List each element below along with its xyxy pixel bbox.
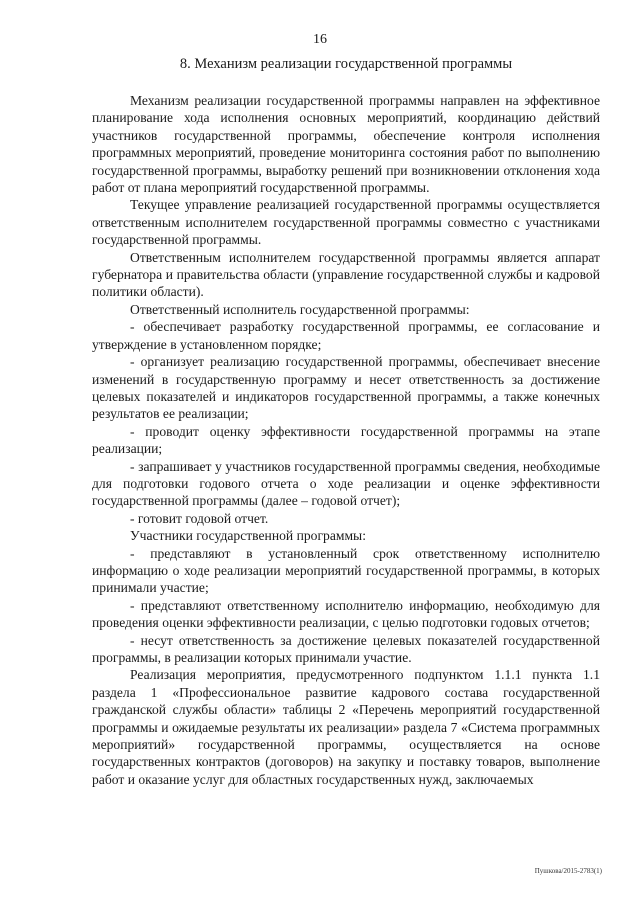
list-item: - представляют ответственному исполнителю информацию, необходимую для проведения оценки эффективности реализации, с целью подготовки годовых отчетов; — [92, 597, 600, 631]
list-item: - несут ответственность за достижение целевых показателей государственной программы, в реализации которых принимали участие. — [92, 632, 600, 665]
page-number: 16 — [313, 32, 327, 47]
list-item: - готовит годовой отчет. — [130, 510, 269, 526]
paragraph: Участники государственной программы: — [130, 528, 366, 544]
paragraph: Механизм реализации государственной программы направлен на эффективное планирование хода исполнения основных мероприятий, координацию действий участников государственной программы, обеспечение контроля исполнения программных мероприятий, проведение мониторинга состояния работ по выполнению государственной программы, выработку решений при возникновении отклонения хода работ от плана мероприятий государственной программы. — [92, 93, 600, 196]
list-item: - проводит оценку эффективности государственной программы на этапе реализации; — [92, 423, 600, 457]
document-body — [92, 92, 600, 788]
paragraph: Реализация мероприятия, предусмотренного подпунктом 1.1.1 пункта 1.1 раздела 1 «Профессиональное развитие кадрового состава государственной гражданской службы области» таблицы 2 «Перечень мероприятий государственной программы и ожидаемые результаты их реализации» раздела 7 «Система программных мероприятий» государственной программы, осуществляется на основе государственных контрактов (договоров) на закупку и поставку товаров, выполнение работ и оказание услуг для областных государственных нужд, заключаемых — [92, 667, 600, 787]
list-item: - представляют в установленный срок ответственному исполнителю информацию о ходе реализации мероприятий государственной программы, в которых принимали участие; — [92, 545, 600, 596]
section-heading: 8. Механизм реализации государственной программы — [179, 56, 513, 72]
paragraph: Ответственный исполнитель государственной программы: — [130, 301, 470, 317]
list-item: - запрашивает у участников государственной программы сведения, необходимые для подготовки годового отчета о ходе реализации и оценке эффективности государственной программы (далее – годовой отчет); — [92, 458, 600, 509]
list-item: - организует реализацию государственной программы, обеспечивает внесение изменений в государственную программу и несет ответственность за достижение целевых показателей и индикаторов государственной программы, а также конечных результатов ее реализации; — [92, 354, 600, 422]
document-code: Пушкова/2015-2783(1) — [534, 867, 602, 875]
list-item: - обеспечивает разработку государственной программы, ее согласование и утверждение в установленном порядке; — [92, 319, 600, 352]
paragraph: Текущее управление реализацией государственной программы осуществляется ответственным исполнителем государственной программы совместно с участниками государственной программы. — [92, 197, 600, 248]
paragraph: Ответственным исполнителем государственной программы является аппарат губернатора и правительства области (управление государственной службы и кадровой политики области). — [92, 249, 600, 300]
